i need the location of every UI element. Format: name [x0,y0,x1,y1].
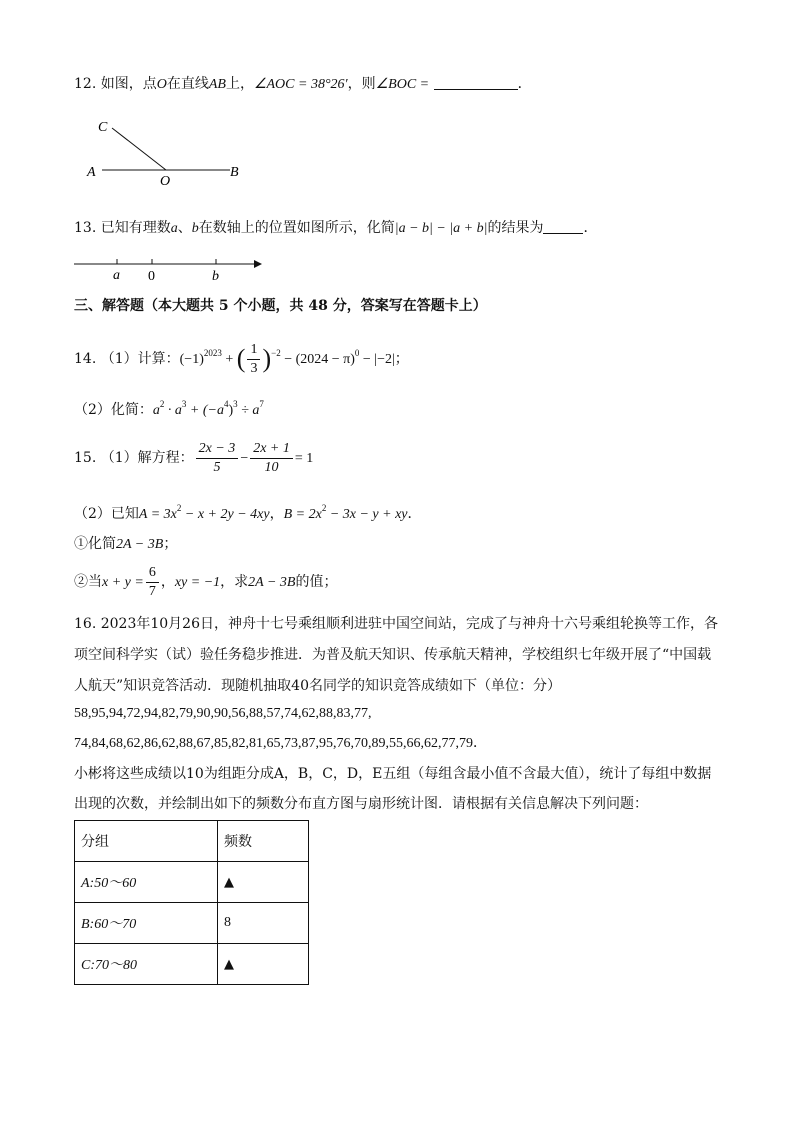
q16-text-line4: 小彬将这些成绩以10为组距分成A，B，C，D，E五组（每组含最小值不含最大值），统计了每组中数据 [74,766,712,782]
q13-var-a: a [170,221,178,236]
q14-p2-e4: 4 [223,399,229,409]
q14-p2-e3b: 3 [233,399,238,409]
q14-plus: + [221,352,237,367]
q16-data-line2: 74,84,68,62,86,62,88,67,85,82,81,65,73,87,95,76,70,89,55,66,62,77,79． [74,736,487,751]
q15-frac2-num: 2x + 1 [250,440,293,459]
q15-frac2-den: 10 [264,459,279,475]
q14-part2 [74,394,264,421]
q14-expr-b: − (2024 − π) [280,352,355,367]
q12-figure [80,112,260,192]
q13-label-b: b [212,269,219,284]
q13-label-a: a [113,268,120,283]
q13-sep: 、 [177,220,192,236]
table-cell-group: B:60～70 [75,903,218,944]
q15-sub2-frac-num: 6 [146,564,159,583]
table-row [75,903,309,944]
table-cell-group: C:70～80 [75,944,218,985]
q12-period: ． [517,76,532,92]
q15-sub2-end: 的值； [295,574,338,590]
q15-frac1-den: 5 [213,459,221,475]
q14-number: 14. [74,351,97,367]
q13-number-axis [70,250,270,286]
table-header-row [75,821,309,862]
q13-text-c: 的结果为 [487,220,544,236]
q13-line [74,218,597,239]
q13-label-zero: 0 [148,269,155,284]
q12-angle-boc: ∠BOC = [375,77,430,92]
q15-sub2-text: ，求 [220,574,249,590]
q14-p2-e2: 2 [159,399,165,409]
q15-number: 15. [74,450,97,466]
section3-heading: 三、解答题（本大题共 5 个小题，共 48 分，答案写在答题卡上） [74,298,487,314]
q14-expr-c: − |−2|； [359,352,409,367]
q16-text-line2: 项空间科学实（试）验任务稳步推进．为普及航天知识、传承航天精神，学校组织七年级开展了“中国载 [74,647,712,663]
table-row [75,862,309,903]
q15-minus: − [240,451,249,466]
q16-line1 [74,614,718,634]
q13-number: 13. [74,220,97,236]
q16-text-line5: 出现的次数，并绘制出如下的频数分布直方图与扇形统计图．请根据有关信息解决下列问题： [74,796,648,812]
q15-sub1-label: ①化简 [74,536,116,552]
q12-text-b: 在直线 [166,76,209,92]
q14-fraction [247,341,260,378]
table-cell-group: A:50～60 [75,862,218,903]
q15-sub2-label: ②当 [74,574,102,590]
q15-sub2 [74,562,337,603]
q15-b-exp: 2 [321,503,327,513]
q12-angle-aoc: ∠AOC = 38°26′ [253,77,348,92]
q14-p2-e7: 7 [259,399,264,409]
q14-frac-num: 1 [247,341,260,360]
q12-line-ab: AB [208,77,226,92]
q15-fraction-1 [196,440,239,477]
table-header-count: 频数 [218,821,309,862]
q15-a-expr-a: A = 3x [138,507,177,522]
q13-answer-blank[interactable] [543,219,583,234]
q12-text-c: 上， [225,76,254,92]
table-cell-count: 8 [218,903,309,944]
q15-a-expr-b: − x + 2y − 4xy [181,507,270,522]
q14-frac-den: 3 [250,360,258,376]
q15-sub1-expr: 2A − 3B [116,537,164,552]
q14-exp-0: 0 [354,348,360,358]
q15-equals: = 1 [294,451,314,466]
q13-axis-arrow [254,260,262,268]
q15-part1-label: （1）解方程： [100,450,194,466]
q14-expr-a: (−1) [179,352,204,367]
q15-part2-label: （2）已知 [74,506,139,522]
q15-b-expr-a: B = 2x [283,507,322,522]
q14-p2-a: a [152,403,160,418]
table-cell-count: ▲ [218,862,309,903]
q13-period: ． [583,220,598,236]
table-cell-count: ▲ [218,944,309,985]
q14-p2-dot: · a [164,403,182,418]
table-header-group: 分组 [75,821,218,862]
q14-p2-e3: 3 [181,399,187,409]
q15-period: ． [407,506,422,522]
q15-frac1-num: 2x − 3 [196,440,239,459]
q12-label-b: B [230,165,239,180]
q14-exp-neg2: −2 [271,348,281,358]
frequency-table [74,820,309,985]
q12-label-c: C [98,120,108,135]
q15-sub2-comma: ， [160,574,175,590]
q13-text-a: 已知有理数 [100,220,171,236]
q15-b-expr-b: − 3x − y + xy [326,507,408,522]
q13-expression: |a − b| − |a + b| [394,221,488,236]
q16-text-line1: 2023年10月26日，神舟十七号乘组顺利进驻中国空间站，完成了与神舟十六号乘组轮换等工作，各 [100,616,718,632]
q15-sub1 [74,534,177,555]
q15-sub2-frac-den: 7 [148,583,156,599]
q15-sub2-fraction [146,564,159,601]
q16-text-line3: 人航天”知识竞答活动．现随机抽取40名同学的知识竞答成绩如下（单位：分） [74,678,561,694]
q14-p2-div: ÷ a [237,403,260,418]
q16-number: 16. [74,616,97,632]
q15-fraction-2 [250,440,293,477]
q13-text-b: 在数轴上的位置如图所示，化简 [198,220,395,236]
q15-sub2-expr-c: 2A − 3B [248,575,296,590]
q14-p2-plus: + (−a [186,403,224,418]
q12-point-o: O [156,77,167,92]
q15-comma: ， [269,506,284,522]
q15-sub1-end: ； [163,536,178,552]
q14-paren-open: ( [236,344,246,373]
q14-p2-close: ) [228,403,234,418]
q14-part1 [74,340,409,378]
q16-data-line1: 58,95,94,72,94,82,79,90,90,56,88,57,74,62,88,83,77, [74,706,372,721]
q14-exp-2023: 2023 [203,348,222,358]
q14-part2-label: （2）化简： [74,402,153,418]
q12-line [74,74,532,95]
q15-part2 [74,498,422,525]
q12-number: 12. [74,76,97,92]
q14-part1-label: （1）计算： [100,351,180,367]
q15-a-exp: 2 [176,503,182,513]
q13-var-b: b [191,221,199,236]
q15-part1 [74,438,313,479]
q14-paren-close: ) [262,344,272,373]
q15-sub2-expr-b: xy = −1 [174,575,221,590]
q12-answer-blank[interactable] [434,75,518,90]
q12-text-d: ，则 [347,76,376,92]
table-row [75,944,309,985]
q12-text-a: 如图，点 [100,76,157,92]
q15-sub2-expr-a: x + y = [102,575,144,590]
q12-ray-oc [112,128,166,170]
q12-label-a: A [87,165,96,180]
q12-label-o: O [160,174,171,189]
